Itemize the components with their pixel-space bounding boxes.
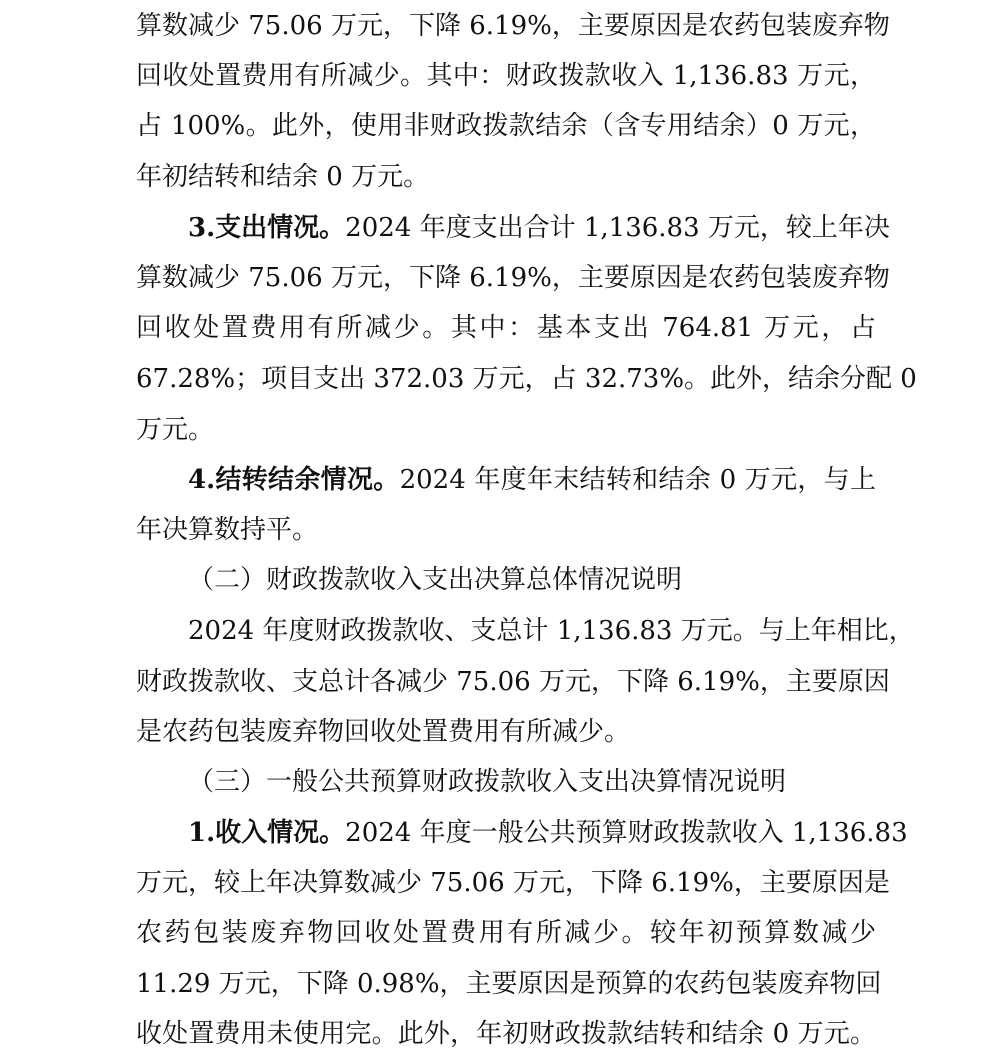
text-line: 是农药包装废弃物回收处置费用有所减少。 bbox=[136, 717, 631, 747]
text-line bbox=[188, 458, 876, 502]
text-line: 年决算数持平。 bbox=[136, 515, 319, 545]
text-line: 占 100%。此外，使用非财政拨款结余（含专用结余）0 万元， bbox=[136, 111, 876, 141]
text-line: 财政拨款收、支总计各减少 75.06 万元，下降 6.19%，主要原因 bbox=[136, 667, 890, 697]
text-line: 万元，较上年决算数减少 75.06 万元，下降 6.19%，主要原因是 bbox=[136, 868, 890, 898]
text-line: 收处置费用未使用完。此外，年初财政拨款结转和结余 0 万元。 bbox=[136, 1019, 876, 1049]
section-heading: （二）财政拨款收入支出决算总体情况说明 bbox=[188, 565, 683, 595]
text-span: 2024 年度年末结转和结余 0 万元，与上 bbox=[399, 465, 876, 495]
text-line bbox=[188, 811, 908, 855]
section-lead: 3.支出情况。 bbox=[188, 213, 346, 243]
text-line: 2024 年度财政拨款收、支总计 1,136.83 万元。与上年相比， bbox=[188, 616, 915, 646]
text-line: 农药包装废弃物回收处置费用有所减少。较年初预算数减少 bbox=[136, 918, 876, 948]
text-line: 67.28%；项目支出 372.03 万元，占 32.73%。此外，结余分配 0 bbox=[136, 364, 917, 394]
text-span: 2024 年度支出合计 1,136.83 万元，较上年决 bbox=[345, 213, 890, 243]
text-line: 回收处置费用有所减少。其中：财政拨款收入 1,136.83 万元， bbox=[136, 61, 876, 91]
text-line: 算数减少 75.06 万元，下降 6.19%，主要原因是农药包装废弃物 bbox=[136, 11, 890, 41]
text-line bbox=[188, 206, 890, 250]
text-line: 回收处置费用有所减少。其中：基本支出 764.81 万元，占 bbox=[136, 313, 876, 343]
text-line: 万元。 bbox=[136, 415, 215, 445]
text-span: 2024 年度一般公共预算财政拨款收入 1,136.83 bbox=[345, 818, 908, 848]
section-lead: 4.结转结余情况。 bbox=[188, 465, 400, 495]
section-lead: 1.收入情况。 bbox=[188, 818, 346, 848]
section-heading: （三）一般公共预算财政拨款收入支出决算情况说明 bbox=[188, 767, 787, 797]
text-line: 年初结转和结余 0 万元。 bbox=[136, 162, 430, 192]
text-line: 算数减少 75.06 万元，下降 6.19%，主要原因是农药包装废弃物 bbox=[136, 263, 890, 293]
text-line: 11.29 万元，下降 0.98%，主要原因是预算的农药包装废弃物回 bbox=[136, 969, 882, 999]
